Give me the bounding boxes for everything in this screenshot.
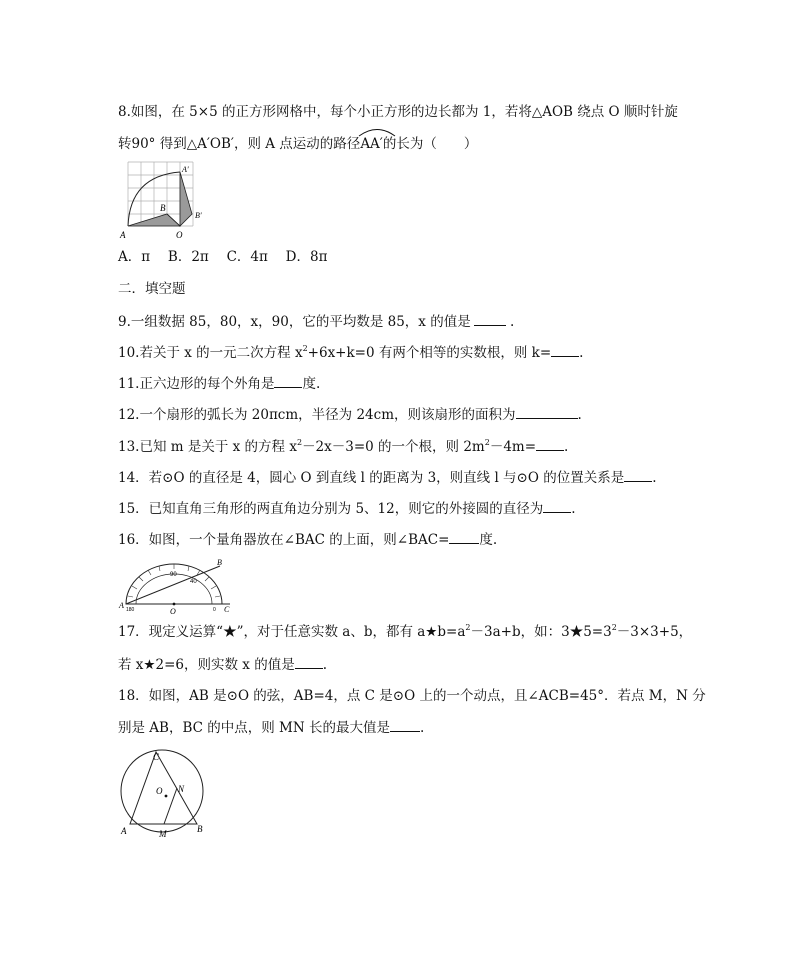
q8-line2-post: 的长为（ ） <box>382 136 478 152</box>
center-o-dot <box>173 603 176 606</box>
q17-line2-pre: 若 x★2=6，则实数 x 的值是 <box>118 657 295 673</box>
q17-pre: 17．现定义运算“★”，对于任意实数 a、b，都有 a★b=a <box>118 624 466 640</box>
tick-0: 0 <box>213 607 216 613</box>
q17-line1 <box>118 622 692 642</box>
q12-pre: 12.一个扇形的弧长为 20πcm，半径为 24cm，则该扇形的面积为 <box>118 407 516 423</box>
section-title-text: 二．填空题 <box>118 281 186 297</box>
q10-pre: 10.若关于 x 的一元二次方程 x <box>118 345 303 361</box>
q11-answer-blank <box>274 373 302 388</box>
label-b: B <box>160 203 166 213</box>
arc-symbol-icon <box>357 125 397 137</box>
center-o-dot <box>165 795 168 798</box>
q16-protractor-figure <box>118 556 240 616</box>
segment-mn <box>164 788 177 824</box>
q18-line1 <box>118 686 706 706</box>
section-title <box>118 279 186 299</box>
q13-sup2: 2 <box>484 438 490 447</box>
q12 <box>118 404 582 425</box>
q14-pre: 14．若⊙O 的直径是 4，圆心 O 到直线 l 的距离为 3，则直线 l 与⊙O 的位置关系是 <box>118 470 625 486</box>
q15-answer-blank <box>543 498 571 513</box>
q18-line2 <box>118 717 424 738</box>
q8-line1-text: 8.如图，在 5×5 的正方形网格中，每个小正方形的边长都为 1，若将△AOB 绕点 O 顺时针旋 <box>118 104 678 120</box>
q9 <box>118 311 514 332</box>
q17-mid: －3a+b，如：3★5=3 <box>470 624 612 640</box>
q18-answer-blank <box>390 717 420 732</box>
q17-sup2: 2 <box>611 623 617 632</box>
tick-180: 180 <box>126 607 135 613</box>
q8-choices <box>118 247 327 267</box>
label-n: N <box>178 784 185 794</box>
q18-line2-end: . <box>419 720 425 736</box>
triangle-abc <box>130 752 197 824</box>
q15-end: . <box>571 501 576 517</box>
q9-text: 9.一组数据 85，80，x，90，它的平均数是 85，x 的值是 <box>118 314 471 330</box>
q13 <box>118 436 568 457</box>
arc-text: AA′ <box>360 136 383 152</box>
q14-end: . <box>652 470 657 486</box>
protractor-ticks <box>128 564 220 597</box>
q16-end: 度. <box>479 532 498 548</box>
q14-answer-blank <box>624 467 652 482</box>
q8-choices-text: A．π B．2π C．4π D．8π <box>118 249 328 265</box>
q10 <box>118 342 583 363</box>
q18-line1-text: 18．如图，AB 是⊙O 的弦，AB=4，点 C 是⊙O 上的一个动点，且∠ACB=45°．若点 M，N 分 <box>118 688 706 704</box>
tick-40: 40 <box>190 579 197 585</box>
label-a: A <box>119 601 124 610</box>
q13-mid: －2x－3=0 的一个根，则 2m <box>302 439 485 455</box>
label-c: C <box>153 752 160 762</box>
label-m: M <box>159 829 167 839</box>
label-o: O <box>176 230 183 240</box>
label-b: B <box>217 558 222 567</box>
triangle-a-prime-ob-prime <box>180 172 192 226</box>
label-o: O <box>170 607 176 616</box>
tick-90: 90 <box>170 572 177 578</box>
q17-mid2: －3×3+5， <box>616 624 693 640</box>
q13-answer-blank <box>536 436 564 451</box>
q16-answer-blank <box>449 529 479 544</box>
q11-end: 度. <box>302 376 321 392</box>
label-a: A <box>120 230 126 240</box>
q14 <box>118 467 657 488</box>
q16 <box>118 529 497 550</box>
label-a: A <box>121 826 127 836</box>
q11-pre: 11.正六边形的每个外角是 <box>118 376 275 392</box>
q16-pre: 16．如图，一个量角器放在∠BAC 的上面，则∠BAC= <box>118 532 450 548</box>
q13-end: . <box>564 439 569 455</box>
q13-mid2: －4m= <box>489 439 537 455</box>
q13-pre: 13.已知 m 是关于 x 的方程 x <box>118 439 297 455</box>
q17-answer-blank <box>295 654 323 669</box>
q11 <box>118 373 320 394</box>
q8-grid-figure <box>118 158 208 242</box>
q10-mid: +6x+k=0 有两个相等的实数根，则 k= <box>307 345 552 361</box>
q12-answer-blank <box>516 404 578 419</box>
label-c: C <box>224 605 230 614</box>
q10-sup: 2 <box>302 344 308 353</box>
arc-aa-label <box>360 134 383 154</box>
q17-sup1: 2 <box>465 623 471 632</box>
q8-line2-pre: 转90° 得到△A′OB′，则 A 点运动的路径 <box>118 136 361 152</box>
q9-end: . <box>505 314 515 330</box>
label-o: O <box>156 786 163 796</box>
q10-end: . <box>579 345 584 361</box>
q13-sup1: 2 <box>296 438 303 447</box>
q18-line2-pre: 别是 AB，BC 的中点，则 MN 长的最大值是 <box>118 720 390 736</box>
q10-answer-blank <box>551 342 579 357</box>
q12-end: . <box>577 407 582 423</box>
q15 <box>118 498 576 519</box>
protractor-inner <box>136 574 212 604</box>
q17-line2-end: . <box>322 657 327 673</box>
label-b-prime: B′ <box>195 211 202 220</box>
label-b: B <box>197 824 203 834</box>
q17-line2 <box>118 654 327 675</box>
q15-pre: 15．已知直角三角形的两直角边分别为 5、12，则它的外接圆的直径为 <box>118 501 544 517</box>
label-a-prime: A′ <box>182 165 189 174</box>
q8-line1 <box>118 102 678 122</box>
q18-circle-figure <box>116 748 212 840</box>
q8-line2 <box>118 134 477 154</box>
q9-answer-blank <box>474 311 506 326</box>
